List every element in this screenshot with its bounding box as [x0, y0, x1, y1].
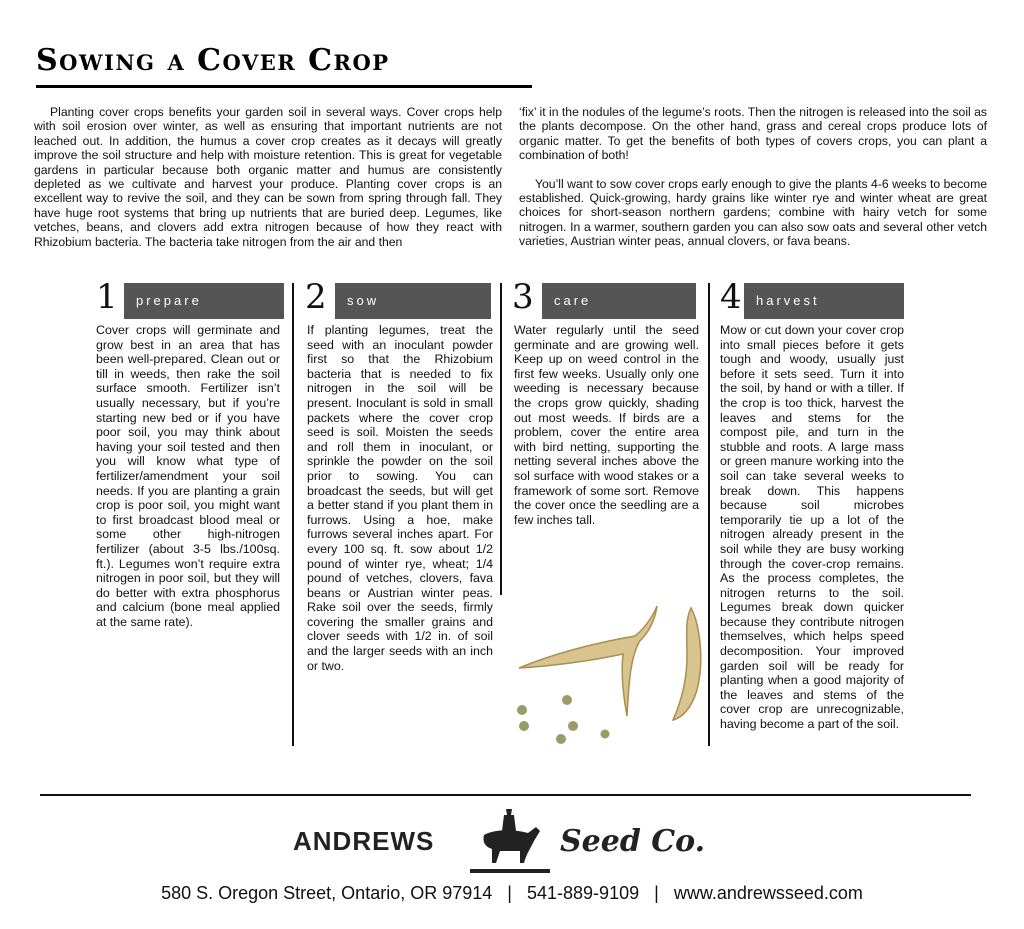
step-text: Mow or cut down your cover crop into small pieces before it gets tough and woody, usually just before it sets seed. Turn it into the soil, by hand or with a tiller. If the crop is too thick, harvest the leaves and stems for the compost pile, and turn in the stubble and roots. A large mass or green manure working into the soil can take several weeks to break down. This happens because soil microbes temporarily tie up a lot of the nitrogen already present in the soil while they are busy working through the cover-crop remains. As the process completes, the nitrogen returns to the soil. Legumes break down quicker because they contribute nitrogen themselves, which helps speed decomposition. Your improved garden soil will be ready for planting when a good majority of the leaves and stems of the cover crop are unrecognizable, having become a part of the soil.	[720, 323, 904, 732]
intro-paragraph: ‘fix’ it in the nodules of the legume’s roots. Then the nitrogen is released into the soil as the plants decompose. On the other hand, grass and cereal crops produce lots of organic matter. To get the benefits of both types of covers crops, you can plant a combination of both!	[519, 105, 987, 163]
brand-name: ANDREWS	[293, 826, 435, 856]
brand-script: Seed Co.	[560, 824, 706, 859]
pea-seed	[556, 734, 566, 744]
column-divider	[500, 283, 502, 595]
step-label-bar: sow	[335, 283, 491, 319]
separator: |	[507, 883, 512, 903]
pea-seed	[517, 705, 527, 715]
pea-pod-closed	[673, 608, 701, 720]
footer-rule	[40, 794, 971, 796]
separator: |	[654, 883, 659, 903]
column-divider	[292, 283, 294, 746]
step-number: 3	[512, 277, 534, 317]
website-link[interactable]: www.andrewsseed.com	[673, 883, 863, 903]
pea-pod-illustration	[505, 598, 710, 758]
contact-line	[0, 883, 1024, 904]
step-number: 2	[305, 277, 327, 317]
phone-number: 541-889-9109	[527, 883, 640, 903]
pea-pod-open	[519, 606, 657, 716]
page-title: Sowing a Cover Crop	[36, 43, 390, 78]
pea-seed	[519, 721, 529, 731]
intro-paragraph: Planting cover crops benefits your garden soil in several ways. Cover crops help with soil erosion over winter, as well as ensuring that important nutrients are not leached out. In addition, the humus a cover crop creates as it decays will greatly improve the soil structure and help with moisture retention. This is great for vegetable gardens in particular because both organic matter and humus are consistently depleted as we cultivate and harvest your produce. Planting cover crops is an excellent way to revive the soil, and they can be sown from spring through fall. They have huge root systems that bring up nutrients that are buried deep. Legumes, like vetches, beans, and clovers add extra nitrogen because of how they react with Rhizobium bacteria. The bacteria take nitrogen from the air and then	[34, 105, 502, 249]
step-text: Cover crops will germinate and grow best in an area that has been well-prepared. Clean out or till in weeds, then rake the soil surface smooth. Fertilizer isn’t usually necessary, but if you’re starting new bed or if you have poor soil, you may think about having your soil tested and then you will know what type of fertilizer/amendment your soil needs. If you are planting a grain crop is poor soil, you might want to first broadcast blood meal or some other high-nitrogen fertilizer (about 3-5 lbs./100sq. ft.). Legumes won’t require extra nitrogen in poor soil, but they will do better with extra phosphorus and calcium (bone meal applied at the same rate).	[96, 323, 280, 629]
step-text: Water regularly until the seed germinate and are growing well. Keep up on weed control in the first few weeks. Usually only one weeding is necessary because the crops grow quickly, shading out most weeds. If birds are a problem, cover the entire area with bird netting, supporting the netting several inches above the sol surface with wood stakes or a framework of some sort. Remove the cover once the seedling are a few inches tall.	[514, 323, 699, 527]
intro-paragraph: You’ll want to sow cover crops early enough to give the plants 4-6 weeks to become established. Quick-growing, hardy grains like winter rye and winter wheat are great choices for short-season northern gardens; combine with hairy vetch for some nitrogen. In a warmer, southern garden you can also sow oats and several other vetch varieties, Austrian winter peas, annual clovers, or fava beans.	[519, 176, 987, 249]
step-number: 1	[96, 277, 118, 317]
pea-seed	[568, 721, 578, 731]
title-underline	[36, 85, 532, 88]
step-text: If planting legumes, treat the seed with an inoculant powder first so that the Rhizobium bacteria that is needed to fix nitrogen in the soil will be present. Inoculant is sold in small packets where the cover crop seed is soil. Moisten the seeds and roll them in inoculant, or sprinkle the powder on the soil prior to sowing. You can broadcast the seeds, but will get a better stand if you plant them in furrows. Using a hoe, make furrows several inches apart. For every 100 sq. ft. sow about 1/2 pound of winter rye, wheat; 1/4 pound of vetches, clovers, fava beans or Austrian winter peas. Rake soil over the seeds, firmly covering the smaller grains and clover seeds with 1/2 in. of soil and the larger seeds with an inch or two.	[307, 323, 493, 673]
step-label-bar: prepare	[124, 283, 284, 319]
intro-column-right	[519, 105, 987, 249]
pea-seed	[562, 695, 572, 705]
step-number: 4	[720, 277, 742, 317]
address: 580 S. Oregon Street, Ontario, OR 97914	[161, 883, 493, 903]
intro-column-left	[34, 105, 502, 249]
step-label-bar: care	[542, 283, 696, 319]
pea-seed	[601, 730, 610, 739]
step-label-bar: harvest	[744, 283, 904, 319]
horse-rider-icon	[470, 805, 550, 875]
